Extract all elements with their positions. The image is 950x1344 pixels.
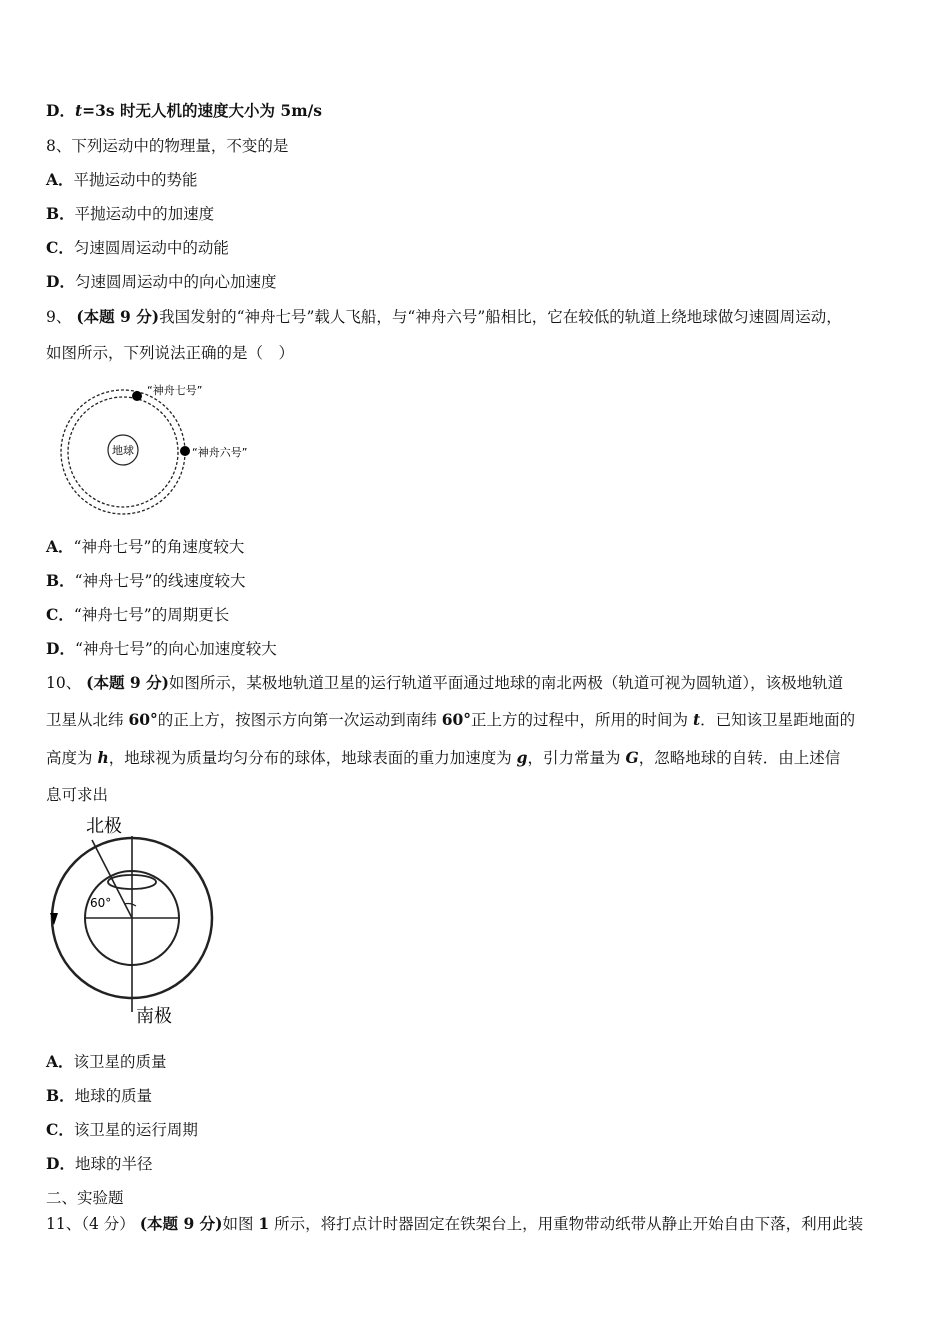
option-letter: C． (46, 238, 74, 257)
option-text: 匀速圆周运动中的向心加速度 (74, 273, 277, 291)
q9-option-a (46, 537, 244, 557)
stem-text: 卫星从北纬 (46, 711, 129, 729)
shenzhou6-label: “神舟六号” (192, 446, 248, 459)
option-text: 该卫星的质量 (73, 1053, 167, 1071)
option-letter: D． (46, 272, 75, 291)
option-letter: C． (46, 605, 74, 624)
stem-text: 正上方的过程中，所用的时间为 (471, 711, 693, 729)
var-t: t (74, 101, 83, 120)
option-letter: D． (46, 101, 75, 120)
option-text: “神舟七号”的向心加速度较大 (74, 640, 277, 658)
q10-stem-line2 (46, 710, 855, 730)
stem-text: 如图所示，某极地轨道卫星的运行轨道平面通过地球的南北两极（轨道可视为圆轨道），该极地轨道 (168, 674, 844, 692)
question-points: （4 分） (81, 1215, 135, 1233)
stem-text: ，地球视为质量均匀分布的球体，地球表面的重力加速度为 (108, 749, 517, 767)
earth-label: 地球 (112, 444, 134, 457)
stem-text: 如图 (222, 1215, 259, 1233)
option-text: “神舟七号”的角速度较大 (73, 538, 245, 556)
question-number: 9、 (46, 308, 72, 326)
question-meta: (本题 9 分) (139, 1214, 223, 1233)
question-meta: (本题 9 分) (86, 673, 169, 692)
stem-text: 的正上方，按图示方向第一次运动到南纬 (157, 711, 442, 729)
var-h: h (97, 748, 109, 767)
q10-stem-line3 (46, 748, 840, 768)
q10-option-b (46, 1086, 152, 1106)
option-letter: B． (46, 1086, 75, 1105)
q8-option-c (46, 238, 229, 258)
section-heading: 二、实验题 (46, 1189, 124, 1207)
q10-option-d (46, 1154, 152, 1174)
figure-number: 1 (258, 1214, 270, 1233)
question-number: 10、 (46, 674, 82, 692)
stem-text: ，忽略地球的自转．由上述信 (638, 749, 841, 767)
option-text: 匀速圆周运动中的动能 (73, 239, 229, 257)
south-pole-label: 南极 (136, 1006, 172, 1027)
q8-option-a (46, 170, 198, 190)
option-text: 地球的质量 (74, 1087, 153, 1105)
angle-label: 60° (90, 896, 112, 910)
stem-text: ．已知该卫星距地面的 (700, 711, 856, 729)
angle-value: 60° (441, 710, 472, 729)
var-t: t (692, 710, 701, 729)
stem-text: ，引力常量为 (527, 749, 626, 767)
q10-polar-orbit-figure (44, 812, 224, 1032)
option-letter: C． (46, 1120, 74, 1139)
question-number: 11、 (46, 1215, 82, 1233)
q8-option-d (46, 272, 276, 292)
angle-value: 60° (128, 710, 158, 729)
q9-stem-line1 (46, 307, 842, 327)
option-text: “神舟七号”的周期更长 (73, 606, 230, 624)
q9-option-c (46, 605, 229, 625)
north-pole-label: 北极 (86, 816, 122, 837)
q8-stem: 8、下列运动中的物理量，不变的是 (46, 137, 289, 155)
q9-stem-line2: 如图所示，下列说法正确的是（ ） (46, 344, 295, 362)
q8-option-b (46, 204, 214, 224)
option-letter: A． (46, 537, 74, 556)
q7-option-d (46, 101, 322, 121)
stem-text: 我国发射的“神舟七号”载人飞船，与“神舟六号”船相比，它在较低的轨道上绕地球做匀速圆周运动， (159, 308, 842, 326)
option-text: 平抛运动中的势能 (73, 171, 198, 189)
q10-stem-line1 (46, 673, 843, 693)
option-letter: D． (46, 639, 75, 658)
shenzhou6-dot (180, 446, 190, 456)
q9-option-b (46, 571, 245, 591)
option-text: 地球的半径 (74, 1155, 153, 1173)
option-letter: A． (46, 1052, 74, 1071)
q10-option-a (46, 1052, 167, 1072)
stem-text: 高度为 (46, 749, 98, 767)
option-text: =3s 时无人机的速度大小为 5m/s (82, 101, 322, 120)
q10-option-c (46, 1120, 198, 1140)
option-text: 该卫星的运行周期 (73, 1121, 198, 1139)
option-letter: B． (46, 204, 75, 223)
q9-orbit-figure (55, 380, 265, 520)
option-letter: A． (46, 170, 74, 189)
q9-option-d (46, 639, 277, 659)
q11-stem-line1 (46, 1214, 863, 1234)
question-meta: (本题 9 分) (76, 307, 160, 326)
option-text: 平抛运动中的加速度 (74, 205, 215, 223)
shenzhou7-dot (132, 391, 142, 401)
stem-text: 所示，将打点计时器固定在铁架台上，用重物带动纸带从静止开始自由下落，利用此装 (269, 1215, 864, 1233)
option-text: “神舟七号”的线速度较大 (74, 572, 246, 590)
var-g: g (516, 748, 528, 767)
option-letter: B． (46, 571, 75, 590)
q10-stem-line4: 息可求出 (46, 786, 109, 804)
shenzhou7-label: “神舟七号” (147, 384, 203, 397)
option-letter: D． (46, 1154, 75, 1173)
var-G: G (625, 748, 639, 767)
